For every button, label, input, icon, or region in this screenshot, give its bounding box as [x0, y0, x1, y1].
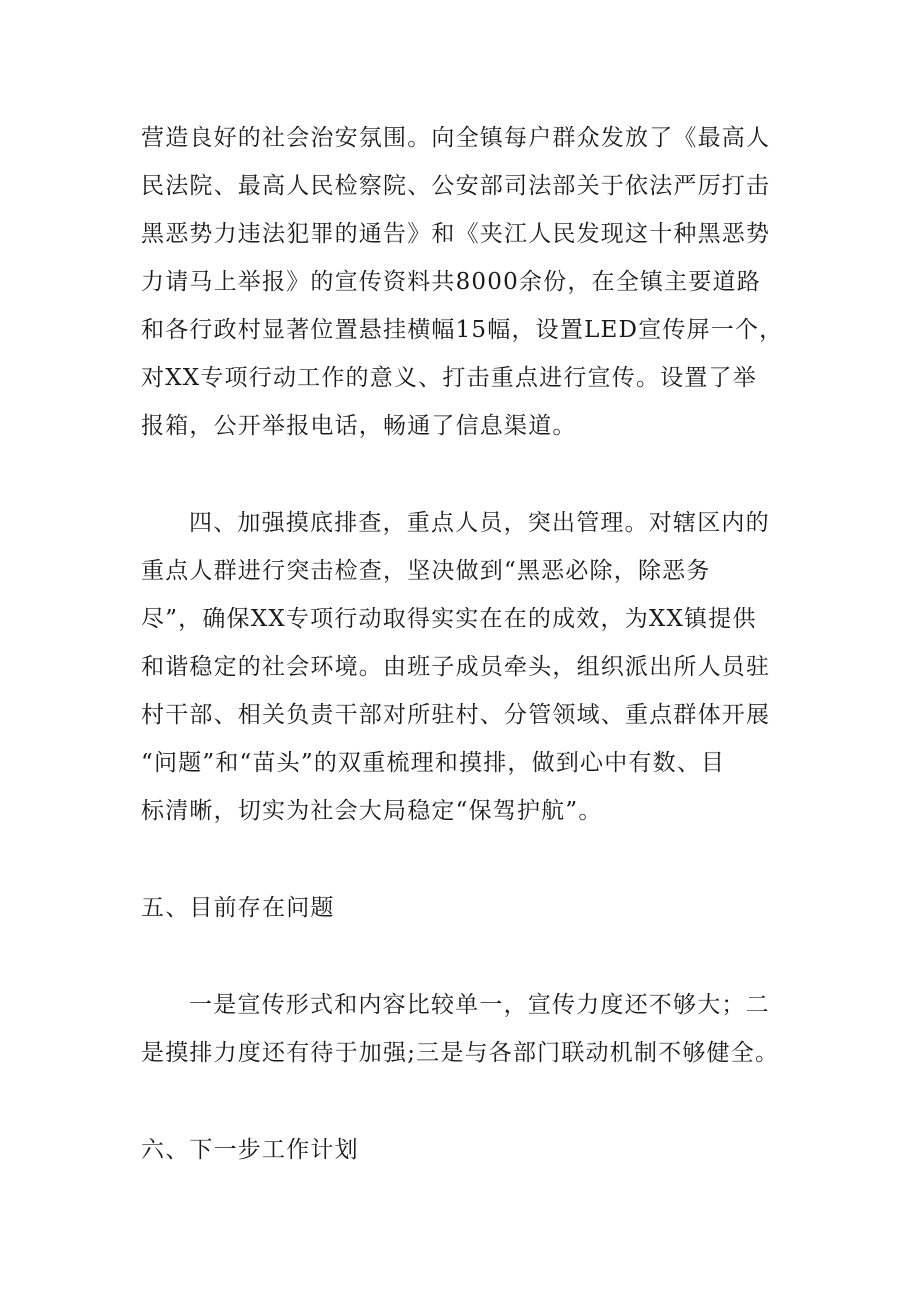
paragraph-line: 和各行政村显著位置悬挂横幅15幅，设置LED宣传屏一个，	[141, 317, 784, 343]
section-five-line: 是摸排力度还有待于加强;三是与各部门联动机制不够健全。	[141, 1040, 780, 1066]
paragraph-line: 报箱，公开举报电话，畅通了信息渠道。	[141, 413, 577, 439]
section-five-line: 一是宣传形式和内容比较单一，宣传力度还不够大；二	[189, 992, 770, 1018]
section-four-line: 和谐稳定的社会环境。由班子成员牵头，组织派出所人员驻	[141, 654, 771, 680]
paragraph-line: 对XX专项行动工作的意义、打击重点进行宣传。设置了举	[141, 365, 757, 391]
section-four-line: 尽”，确保XX专项行动取得实实在在的成效，为XX镇提供	[141, 606, 757, 632]
section-four-line: 村干部、相关负责干部对所驻村、分管领域、重点群体开展	[141, 702, 771, 728]
section-six-heading: 六、下一步工作计划	[141, 1137, 359, 1163]
paragraph-line: 营造良好的社会治安氛围。向全镇每户群众发放了《最高人	[141, 125, 771, 151]
paragraph-line: 民法院、最高人民检察院、公安部司法部关于依法严厉打击	[141, 173, 771, 199]
section-four-line: 标清晰，切实为社会大局稳定“保驾护航”。	[141, 798, 603, 824]
section-five-heading: 五、目前存在问题	[141, 895, 335, 921]
section-four-line: 四、加强摸底排查，重点人员，突出管理。对辖区内的	[189, 510, 770, 536]
paragraph-line: 力请马上举报》的宣传资料共8000余份，在全镇主要道路	[141, 269, 761, 295]
section-four-line: “问题”和“苗头”的双重梳理和摸排，做到心中有数、目	[141, 750, 726, 776]
paragraph-line: 黑恶势力违法犯罪的通告》和《夹江人民发现这十种黑恶势	[141, 221, 771, 247]
section-four-line: 重点人群进行突击检查，坚决做到“黑恶必除，除恶务	[141, 558, 711, 584]
